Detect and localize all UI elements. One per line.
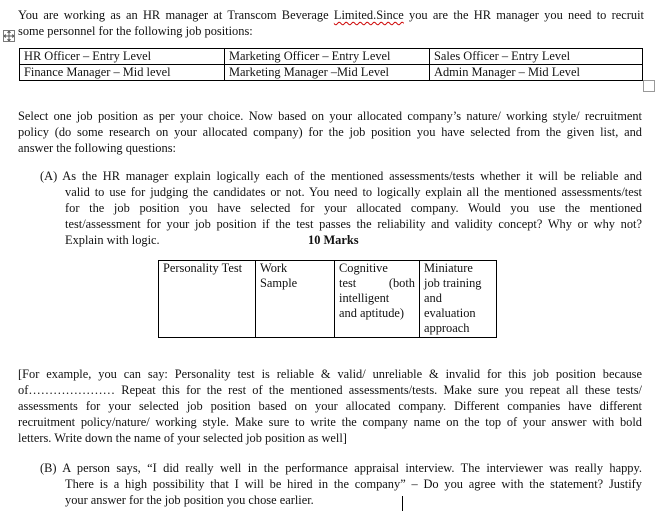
assessment-miniature-job-training[interactable] xyxy=(420,261,497,338)
instructions-line-1: Select one job position as per your choice. Now based on your allocated company’s nature/ working style/ recruitment xyxy=(18,109,642,123)
job-cell-admin-manager[interactable]: Admin Manager – Mid Level xyxy=(430,65,643,81)
question-a-line-3: for the job position you have selected for your allocated company. Would you use the mentioned xyxy=(65,201,642,215)
example-line-5: letters. Write down the name of your selected job position as well] xyxy=(18,431,347,445)
job-cell-sales-officer[interactable]: Sales Officer – Entry Level xyxy=(430,49,643,65)
assessment-cognitive-test[interactable] xyxy=(335,261,420,338)
marks-label: 10 Marks xyxy=(308,233,359,247)
job-cell-hr-officer[interactable]: HR Officer – Entry Level xyxy=(20,49,225,65)
test-label: test xyxy=(339,276,357,290)
table-move-handle-icon[interactable] xyxy=(3,30,15,42)
question-b xyxy=(40,460,642,508)
question-a-line-2: valid to use for judging the candidates or not. You need to logically explain all the mentioned assessments/test xyxy=(65,185,642,199)
intelligent-label: intelligent xyxy=(339,291,390,305)
table-resize-handle-icon[interactable] xyxy=(643,80,655,92)
intro-line-1: You are working as an HR manager at Transcom Beverage Limited.Since you are the HR manager you need to recruit xyxy=(18,8,644,22)
job-cell-marketing-manager[interactable]: Marketing Manager –Mid Level xyxy=(225,65,430,81)
assessment-work-sample[interactable] xyxy=(256,261,335,338)
job-cell-finance-manager[interactable]: Finance Manager – Mid level xyxy=(20,65,225,81)
example-paragraph xyxy=(18,366,642,446)
evaluation-label: evaluation xyxy=(424,306,476,320)
question-a xyxy=(40,168,642,248)
cognitive-label: Cognitive xyxy=(339,261,388,275)
job-positions-table xyxy=(19,48,643,81)
and-label: and xyxy=(424,291,442,305)
assessments-table xyxy=(158,260,497,338)
spelling-error-mark[interactable]: Limited.Since xyxy=(333,8,404,22)
question-b-line-2: There is a high possibility that I will be hired in the company” – Do you agree with the statement? Justify xyxy=(65,477,642,491)
question-a-line-5: Explain with logic. xyxy=(65,233,160,247)
both-label: (both xyxy=(388,276,415,290)
instructions-line-3: answer the following questions: xyxy=(18,141,176,155)
example-line-2: of………………… Repeat this for the rest of the mentioned assessments/tests. Make sure you repeat all these tests/ xyxy=(18,383,642,397)
job-cell-marketing-officer[interactable]: Marketing Officer – Entry Level xyxy=(225,49,430,65)
example-line-1: [For example, you can say: Personality test is reliable & valid/ unreliable & invalid for this job position because xyxy=(18,367,642,381)
question-b-line-1: (B) A person says, “I did really well in the performance appraisal interview. The interviewer was really happy. xyxy=(40,461,642,475)
table-row xyxy=(159,261,497,338)
question-a-line-4: test/assessment for your job position if the test passes the reliability and validity concept? Why or why not? xyxy=(65,217,642,231)
example-line-4: recruitment policy/nature/ working style. Make sure to write the company name on the top of your answer with bold xyxy=(18,415,642,429)
instructions-paragraph xyxy=(18,108,642,156)
table-row xyxy=(20,65,643,81)
work-label: Work xyxy=(260,261,288,275)
miniature-label: Miniature xyxy=(424,261,473,275)
assessment-personality-test[interactable]: Personality Test xyxy=(159,261,256,338)
question-a-line-1: (A) As the HR manager explain logically each of the mentioned assessments/tests whether it will be reliable and xyxy=(40,169,642,183)
cognitive-line-2 xyxy=(339,276,415,291)
instructions-line-2: policy (do some research on your allocated company) for the job position you have selected from the given list, and xyxy=(18,125,642,139)
sample-label: Sample xyxy=(260,276,298,290)
intro-line-2: some personnel for the following job positions: xyxy=(18,24,253,38)
text-cursor xyxy=(402,496,403,511)
question-b-line-3: your answer for the job position you chose earlier. xyxy=(65,493,314,507)
approach-label: approach xyxy=(424,321,470,335)
job-training-label: job training xyxy=(424,276,482,290)
example-line-3: assessments for your selected job position based on your allocated company. Different companies have different xyxy=(18,399,642,413)
table-row xyxy=(20,49,643,65)
aptitude-label: and aptitude) xyxy=(339,306,405,320)
intro-paragraph xyxy=(18,7,644,39)
